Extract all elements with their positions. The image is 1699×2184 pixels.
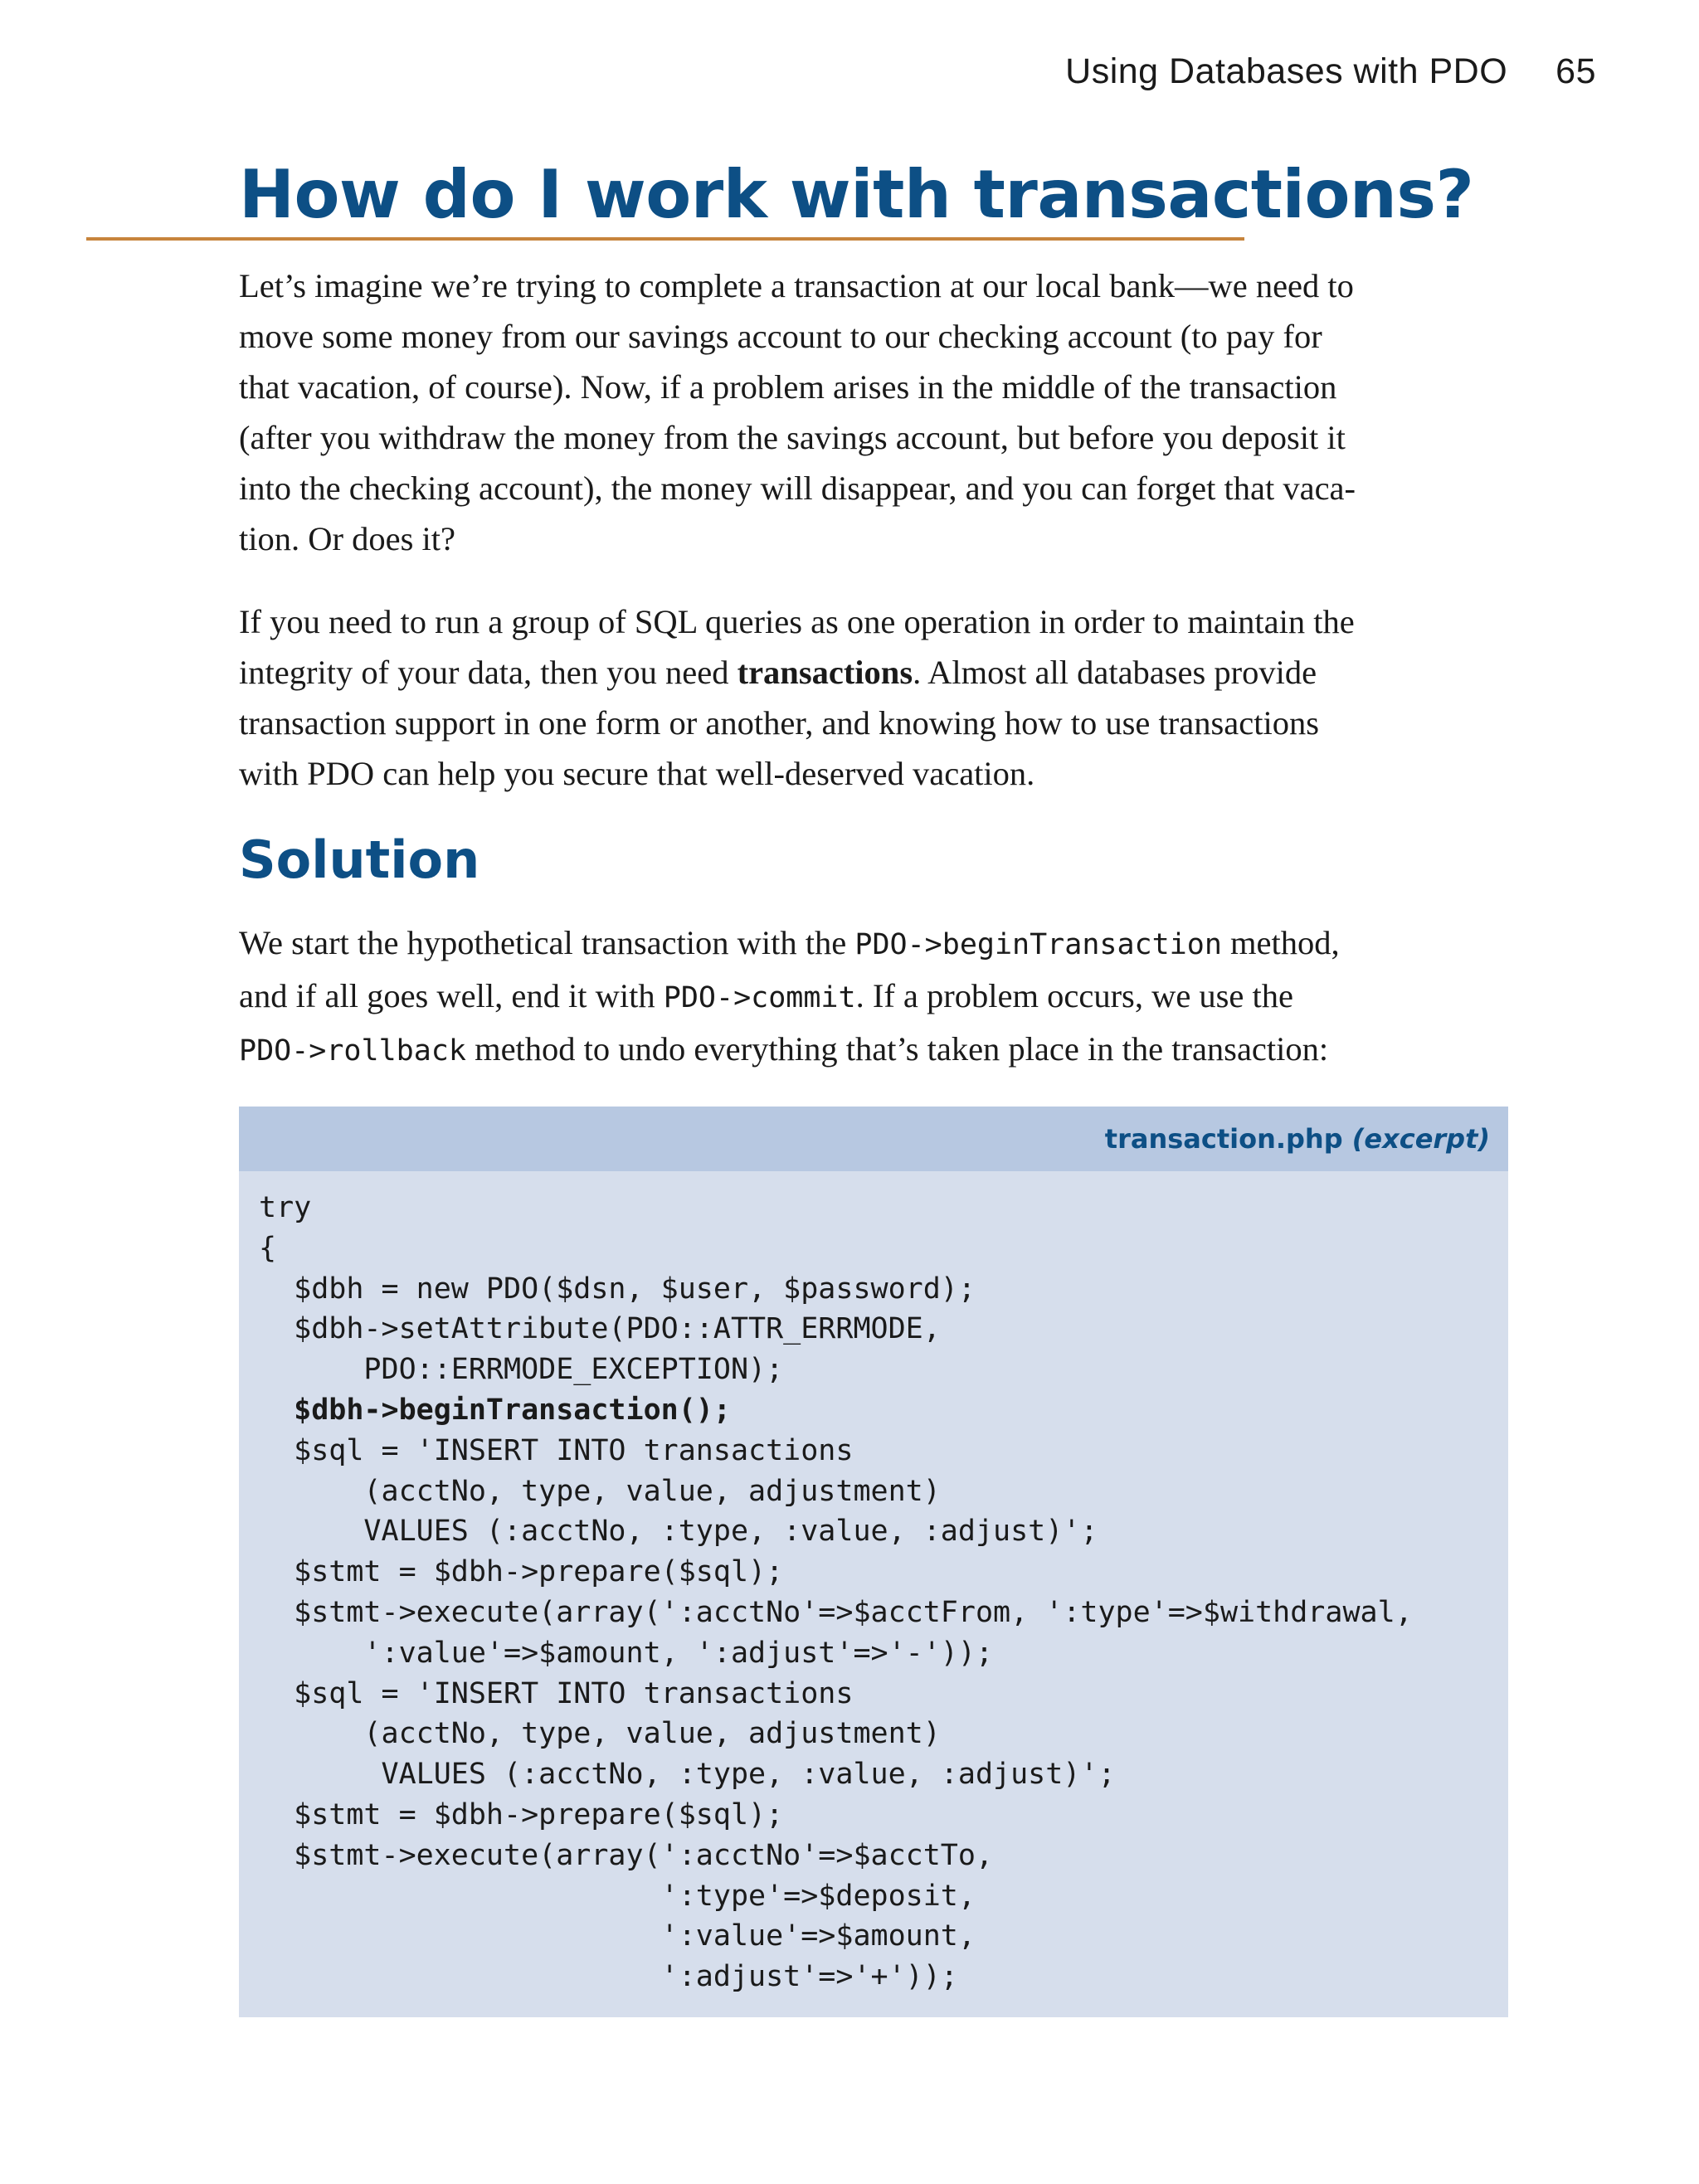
code-line: ':value'=>$amount,	[259, 1919, 976, 1953]
code-line: $stmt->execute(array(':acctNo'=>$acctFrom, ':type'=>$withdrawal,	[259, 1595, 1413, 1629]
inline-code: PDO->commit	[663, 981, 856, 1014]
paragraph-line	[239, 647, 1507, 698]
code-line: $stmt = $dbh->prepare($sql);	[259, 1555, 784, 1589]
code-line: $dbh->beginTransaction();	[259, 1393, 731, 1427]
inline-code: PDO->beginTransaction	[854, 928, 1222, 961]
paragraph-line: with PDO can help you secure that well-deserved vacation.	[239, 755, 1035, 792]
paragraph-line: transaction support in one form or another, and knowing how to use transactions	[239, 704, 1319, 742]
inline-code: PDO->rollback	[239, 1034, 466, 1068]
paragraph-line	[239, 917, 1507, 970]
text-run: integrity of your data, then you need	[239, 654, 738, 691]
code-qualifier: (excerpt)	[1351, 1123, 1490, 1155]
code-line: $sql = 'INSERT INTO transactions	[259, 1676, 854, 1710]
code-filename: transaction.php	[1104, 1123, 1343, 1155]
section-heading: How do I work with transactions?	[239, 156, 1474, 233]
code-line: $stmt->execute(array(':acctNo'=>$acctTo,	[259, 1838, 994, 1872]
code-line: ':adjust'=>'+'));	[259, 1960, 958, 1994]
code-listing	[239, 1107, 1508, 2017]
code-line: VALUES (:acctNo, :type, :value, :adjust)';	[259, 1758, 1116, 1792]
code-line: $dbh->setAttribute(PDO::ATTR_ERRMODE,	[259, 1312, 941, 1346]
code-line: $sql = 'INSERT INTO transactions	[259, 1433, 854, 1467]
code-listing-header	[239, 1107, 1508, 1171]
code-line: try	[259, 1191, 312, 1224]
text-run: method,	[1221, 924, 1340, 961]
paragraph-line	[239, 1024, 1507, 1077]
code-line: ':type'=>$deposit,	[259, 1879, 976, 1913]
term-transactions: transactions	[737, 654, 913, 691]
text-run: . If a problem occurs, we use the	[855, 977, 1294, 1014]
intro-line: that vacation, of course). Now, if a problem arises in the middle of the transaction	[239, 368, 1337, 406]
solution-heading: Solution	[239, 829, 480, 890]
page-number: 65	[1555, 51, 1596, 91]
paragraph-line	[239, 970, 1507, 1024]
code-line: $dbh = new PDO($dsn, $user, $password);	[259, 1272, 976, 1306]
heading-underline-rule	[86, 237, 1244, 241]
intro-line: (after you withdraw the money from the savings account, but before you deposit it	[239, 419, 1346, 456]
solution-paragraph	[239, 917, 1507, 1077]
code-line: (acctNo, type, value, adjustment)	[259, 1717, 941, 1751]
text-run: . Almost all databases provide	[913, 654, 1317, 691]
running-head	[1065, 51, 1596, 92]
code-line: ':value'=>$amount, ':adjust'=>'-'));	[259, 1636, 994, 1670]
intro-line: Let’s imagine we’re trying to complete a transaction at our local bank—we need to	[239, 267, 1354, 304]
code-line: (acctNo, type, value, adjustment)	[259, 1474, 941, 1508]
code-line: $stmt = $dbh->prepare($sql);	[259, 1797, 784, 1831]
intro-line: into the checking account), the money will disappear, and you can forget that vaca-	[239, 469, 1356, 507]
intro-line: tion. Or does it?	[239, 520, 455, 557]
code-line: {	[259, 1231, 277, 1265]
code-line: VALUES (:acctNo, :type, :value, :adjust)';	[259, 1515, 1098, 1549]
transactions-paragraph	[239, 596, 1507, 799]
running-head-title: Using Databases with PDO	[1065, 51, 1508, 91]
text-run: and if all goes well, end it with	[239, 977, 664, 1014]
intro-line: move some money from our savings account to our checking account (to pay for	[239, 318, 1322, 355]
text-run: We start the hypothetical transaction with the	[239, 924, 855, 961]
paragraph-line: If you need to run a group of SQL queries as one operation in order to maintain the	[239, 603, 1355, 640]
text-run: method to undo everything that’s taken place in the transaction:	[465, 1030, 1329, 1068]
code-body	[239, 1188, 1413, 1997]
intro-paragraph	[239, 260, 1507, 564]
code-line: PDO::ERRMODE_EXCEPTION);	[259, 1353, 784, 1387]
